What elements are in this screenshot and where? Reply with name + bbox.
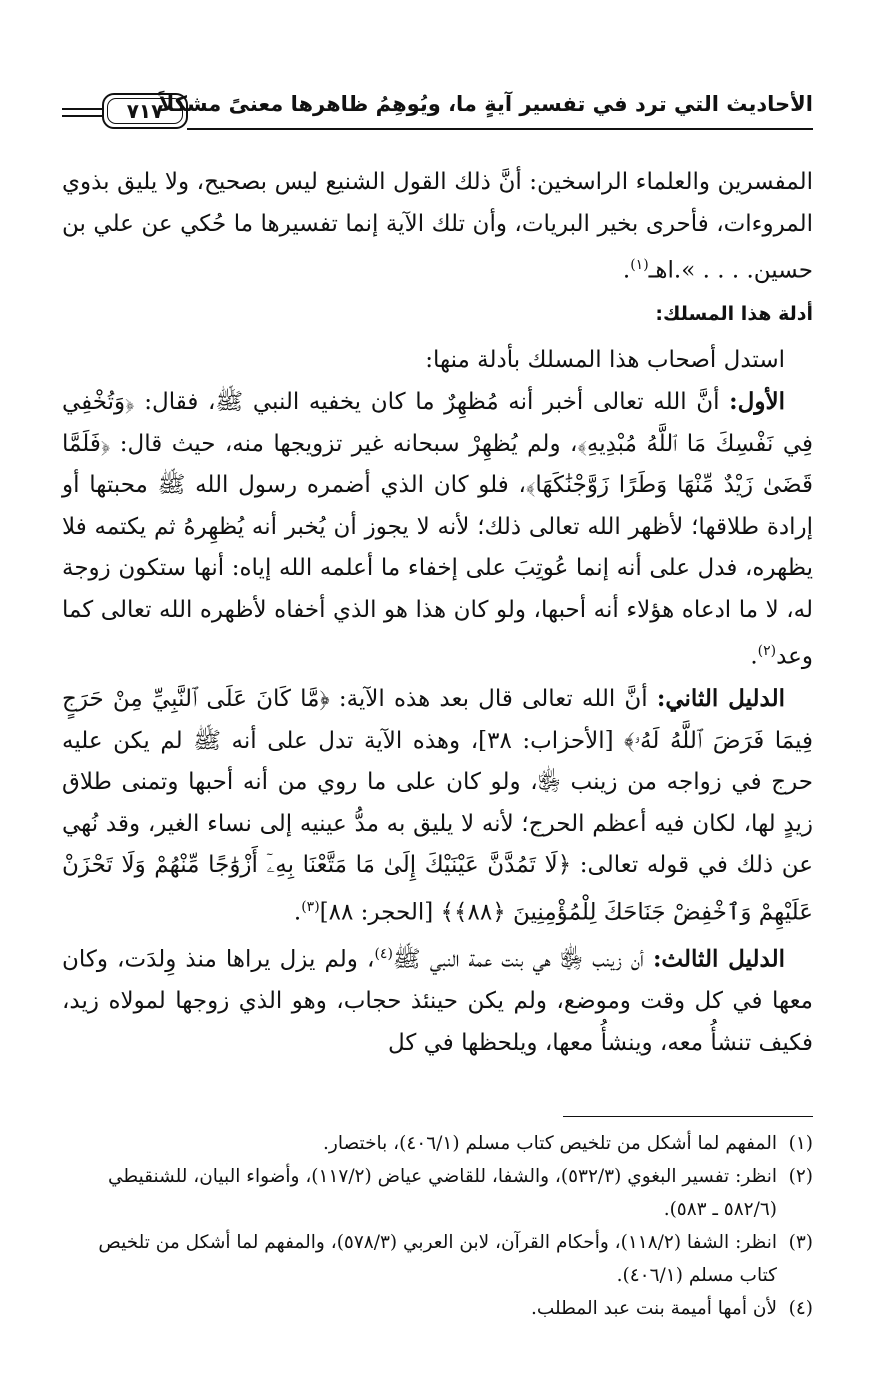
footnote-number: (٤) (788, 1298, 813, 1320)
evidence-third: الدليل الثالث: أن زينب ﵂ هي بنت عمة النبي ﷺ$^{(٤)}$، ولم يزل يراها منذ وِلدَت، وكان معها في كل وقت وموضع، ولم يكن حينئذ حجاب، وهو الذي زوجها لمولاه زيد، فكيف تنشأُ معه، وينشأُ معها، ويلحظها في كل (62, 945, 813, 1056)
footnote-text: المفهم لما أشكل من تلخيص كتاب مسلم (٤٠٦/١)، باختصار. (323, 1133, 777, 1155)
footnote-ref: (٣) (301, 898, 320, 915)
footnote-separator (563, 1116, 813, 1117)
running-header (62, 82, 813, 138)
evidence-first: الأول: أنَّ الله تعالى أخبر أنه مُظهِرٌ ما كان يخفيه النبي ﷺ، فقال: ﴿وَتُخْفِي فِي نَفْسِكَ مَا ٱللَّهُ مُبْدِيهِ﴾، ولم يُظهِرْ سبحانه غير تزويجها منه، حيث قال: ﴿فَلَمَّا قَضَىٰ زَيْدٌ مِّنْهَا وَطَرًا زَوَّجْنَٰكَهَا﴾، فلو كان الذي أضمره رسول الله ﷺ محبتها أو إرادة طلاقها؛ لأظهر الله تعالى ذلك؛ لأنه لا يجوز أن يُخبر أنه يُظهِرهُ ثم يكتمه فلا يظهره، فدل على أنه إنما عُوتِبَ على إخفاء ما أعلمه الله إياه: أنها ستكون زوجة له، لا ما ادعاه هؤلاء أنه أحبها، ولو كان هذا هو الذي أخفاه لأظهره الله تعالى كما وعد$^{(٢)}$. (62, 388, 814, 670)
footnote-text: انظر: الشفا (١١٨/٢)، وأحكام القرآن، لابن العربي (٥٧٨/٣)، والمفهم لما أشكل من تلخيص كتاب مسلم (٤٠٦/١). (98, 1232, 777, 1287)
footnote-item (62, 1160, 813, 1226)
footnote-ref: (٢) (757, 643, 777, 660)
footnote-text: انظر: تفسير البغوي (٥٣٢/٣)، والشفا، للقاضي عياض (١١٧/٢)، وأضواء البيان، للشنقيطي (٥٨٢/٦ ـ ٥٨٣). (107, 1166, 777, 1221)
evidence-second: الدليل الثاني: أنَّ الله تعالى قال بعد هذه الآية: ﴿مَّا كَانَ عَلَى ٱلنَّبِيِّ مِنْ حَرَجٍ فِيمَا فَرَضَ ٱللَّهُ لَهُۥ﴾ [الأحزاب: ٣٨]، وهذه الآية تدل على أنه ﷺ لم يكن عليه حرج في زواجه من زينب ﵂، ولو كان على ما روي من أنه أحبها وتمنى طلاق زيدٍ لها، لكان فيه أعظم الحرج؛ لأنه لا يليق به مدُّ عينيه إلى نساء الغير، وقد نُهي عن ذلك في قوله تعالى: ﴿لَا تَمُدَّنَّ عَيْنَيْكَ إِلَىٰ مَا مَتَّعْنَا بِهِۦٓ أَزْوَٰجًا مِّنْهُمْ وَلَا تَحْزَنْ عَلَيْهِمْ وَٱخْفِضْ جَنَاحَكَ لِلْمُؤْمِنِينَ ﴿٨٨﴾﴾ [الحجر: ٨٨]$^{(٣)}$. (62, 685, 813, 926)
header-title: الأحاديث التي ترد في تفسير آيةٍ ما، ويُوهِمُ ظاهرها معنىً مشكلاً (158, 92, 813, 116)
footnote-item (62, 1292, 813, 1325)
header-ornament-lines (62, 108, 102, 122)
evidence-lead: الأول: (729, 388, 785, 416)
main-text (62, 162, 813, 1064)
evidence-lead: الدليل الثاني: (656, 685, 785, 713)
footnote-number: (٣) (788, 1232, 813, 1254)
footnote-ref: (١) (630, 257, 649, 273)
paragraph-continuation: المفسرين والعلماء الراسخين: أنَّ ذلك القول الشنيع ليس بصحيح، ولا يليق بذوي المروءات، فأحرى بخير البريات، وأن تلك الآية إنما تفسيرها ما حُكي عن علي بن حسين. . . . ».اهـ$^{(١)}$. (62, 169, 813, 284)
footnote-item (62, 1226, 813, 1292)
footnote-number: (١) (788, 1133, 813, 1155)
footnote-ref: (٤) (374, 945, 393, 962)
footnote-number: (٢) (788, 1166, 813, 1188)
page-number-frame (102, 93, 188, 129)
footnote-item (62, 1127, 813, 1160)
page (62, 82, 813, 1384)
evidence-lead: الدليل الثالث: (652, 945, 786, 973)
footnote-text: لأن أمها أميمة بنت عبد المطلب. (530, 1298, 777, 1320)
footnotes (62, 1127, 813, 1325)
page-number: ٧١٧ (107, 98, 183, 124)
section-heading: أدلة هذا المسلك: (655, 303, 813, 326)
header-rule (187, 128, 813, 130)
intro-paragraph: استدل أصحاب هذا المسلك بأدلة منها: (425, 346, 785, 373)
